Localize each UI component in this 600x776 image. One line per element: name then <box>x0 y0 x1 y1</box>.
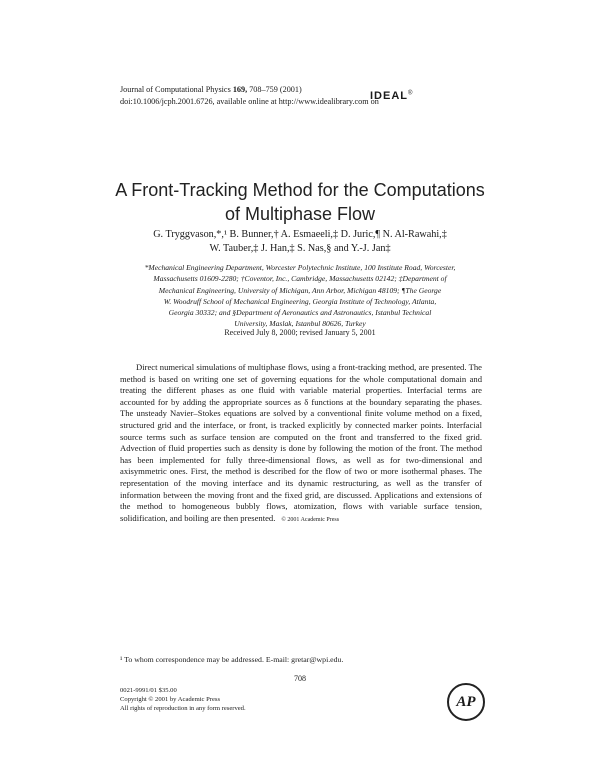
abstract <box>120 362 482 526</box>
journal-name: Journal of Computational Physics <box>120 85 231 94</box>
paper-title <box>100 178 500 226</box>
ideal-logo-text: IDEAL <box>370 90 408 102</box>
affiliation-line: *Mechanical Engineering Department, Worcester Polytechnic Institute, 100 Institute Road, Worcester, <box>144 263 456 272</box>
abstract-paragraph <box>120 362 482 526</box>
abstract-text: Direct numerical simulations of multiphase flows, using a front-tracking method, are presented. The method is based on writing one set of governing equations for the whole computational domain and treating the different phases as one fluid with variable material properties. Interfacial terms are accounted for by adding the appropriate sources as δ functions at the boundary separating the phases. The unsteady Navier–Stokes equations are solved by a conventional finite volume method on a fixed, structured grid and the interface, or front, is tracked explicitly by connected marker points. Interfacial source terms such as surface tension are computed on the front and transferred to the fixed grid. Advection of fluid properties such as density is done by following the motion of the front. The method has been implemented for fully three-dimensional flows, as well as for two-dimensional and axisymmetric ones. First, the method is described for the flow of two or more isothermal phases. The representation of the moving interface and its dynamic restructuring, as well as the transfer of information between the moving front and the fixed grid, are discussed. Applications and extensions of the method to homogeneous bubbly flows, atomization, flows with variable surface tension, solidification, and boiling are then presented. <box>120 362 482 523</box>
affiliation-line: University, Maslak, Istanbul 80626, Turkey <box>234 319 366 329</box>
authors-line-1: G. Tryggvason,*,¹ B. Bunner,† A. Esmaeeli,‡ D. Juric,¶ N. Al-Rawahi,‡ <box>153 229 447 240</box>
copyright-block <box>120 686 246 713</box>
journal-pages: 708–759 (2001) <box>249 85 302 94</box>
affiliations <box>120 262 480 330</box>
ideal-logo <box>370 90 413 102</box>
abstract-copyright: © 2001 Academic Press <box>281 516 340 523</box>
authors <box>110 228 490 256</box>
footnote: ¹ To whom correspondence may be addressed. E-mail: gretar@wpi.edu. <box>120 655 344 664</box>
copyright-line: Copyright © 2001 by Academic Press <box>120 696 221 703</box>
title-line-2: of Multiphase Flow <box>224 204 376 224</box>
received-date: Received July 8, 2000; revised January 5, 2001 <box>224 328 376 337</box>
affiliation-line: Mechanical Engineering, University of Michigan, Ann Arbor, Michigan 48109; ¶The George <box>158 285 442 295</box>
doi-line: doi:10.1006/jcph.2001.6726, available online at http://www.idealibrary.com on <box>120 97 379 106</box>
authors-line-2: W. Tauber,‡ J. Han,‡ S. Nas,§ and Y.-J. Jan‡ <box>209 243 391 254</box>
title-line-1: A Front-Tracking Method for the Computations <box>115 180 485 200</box>
journal-line <box>120 84 379 96</box>
affiliation-line: Massachusetts 01609-2280; †Coventor, Inc., Cambridge, Massachusetts 02142; ‡Department of <box>153 274 447 284</box>
rights-line: All rights of reproduction in any form reserved. <box>120 705 246 712</box>
page-number: 708 <box>294 674 306 683</box>
journal-volume: 169, <box>232 85 248 94</box>
journal-citation <box>120 84 379 108</box>
academic-press-logo: AP <box>447 683 485 721</box>
issn-price: 0021-9991/01 $35.00 <box>120 687 177 694</box>
affiliation-line: W. Woodruff School of Mechanical Engineering, Georgia Institute of Technology, Atlanta, <box>163 296 437 306</box>
ideal-logo-sup: ® <box>408 90 414 97</box>
affiliation-line: Georgia 30332; and §Department of Aeronautics and Astronautics, Istanbul Technical <box>168 308 432 318</box>
